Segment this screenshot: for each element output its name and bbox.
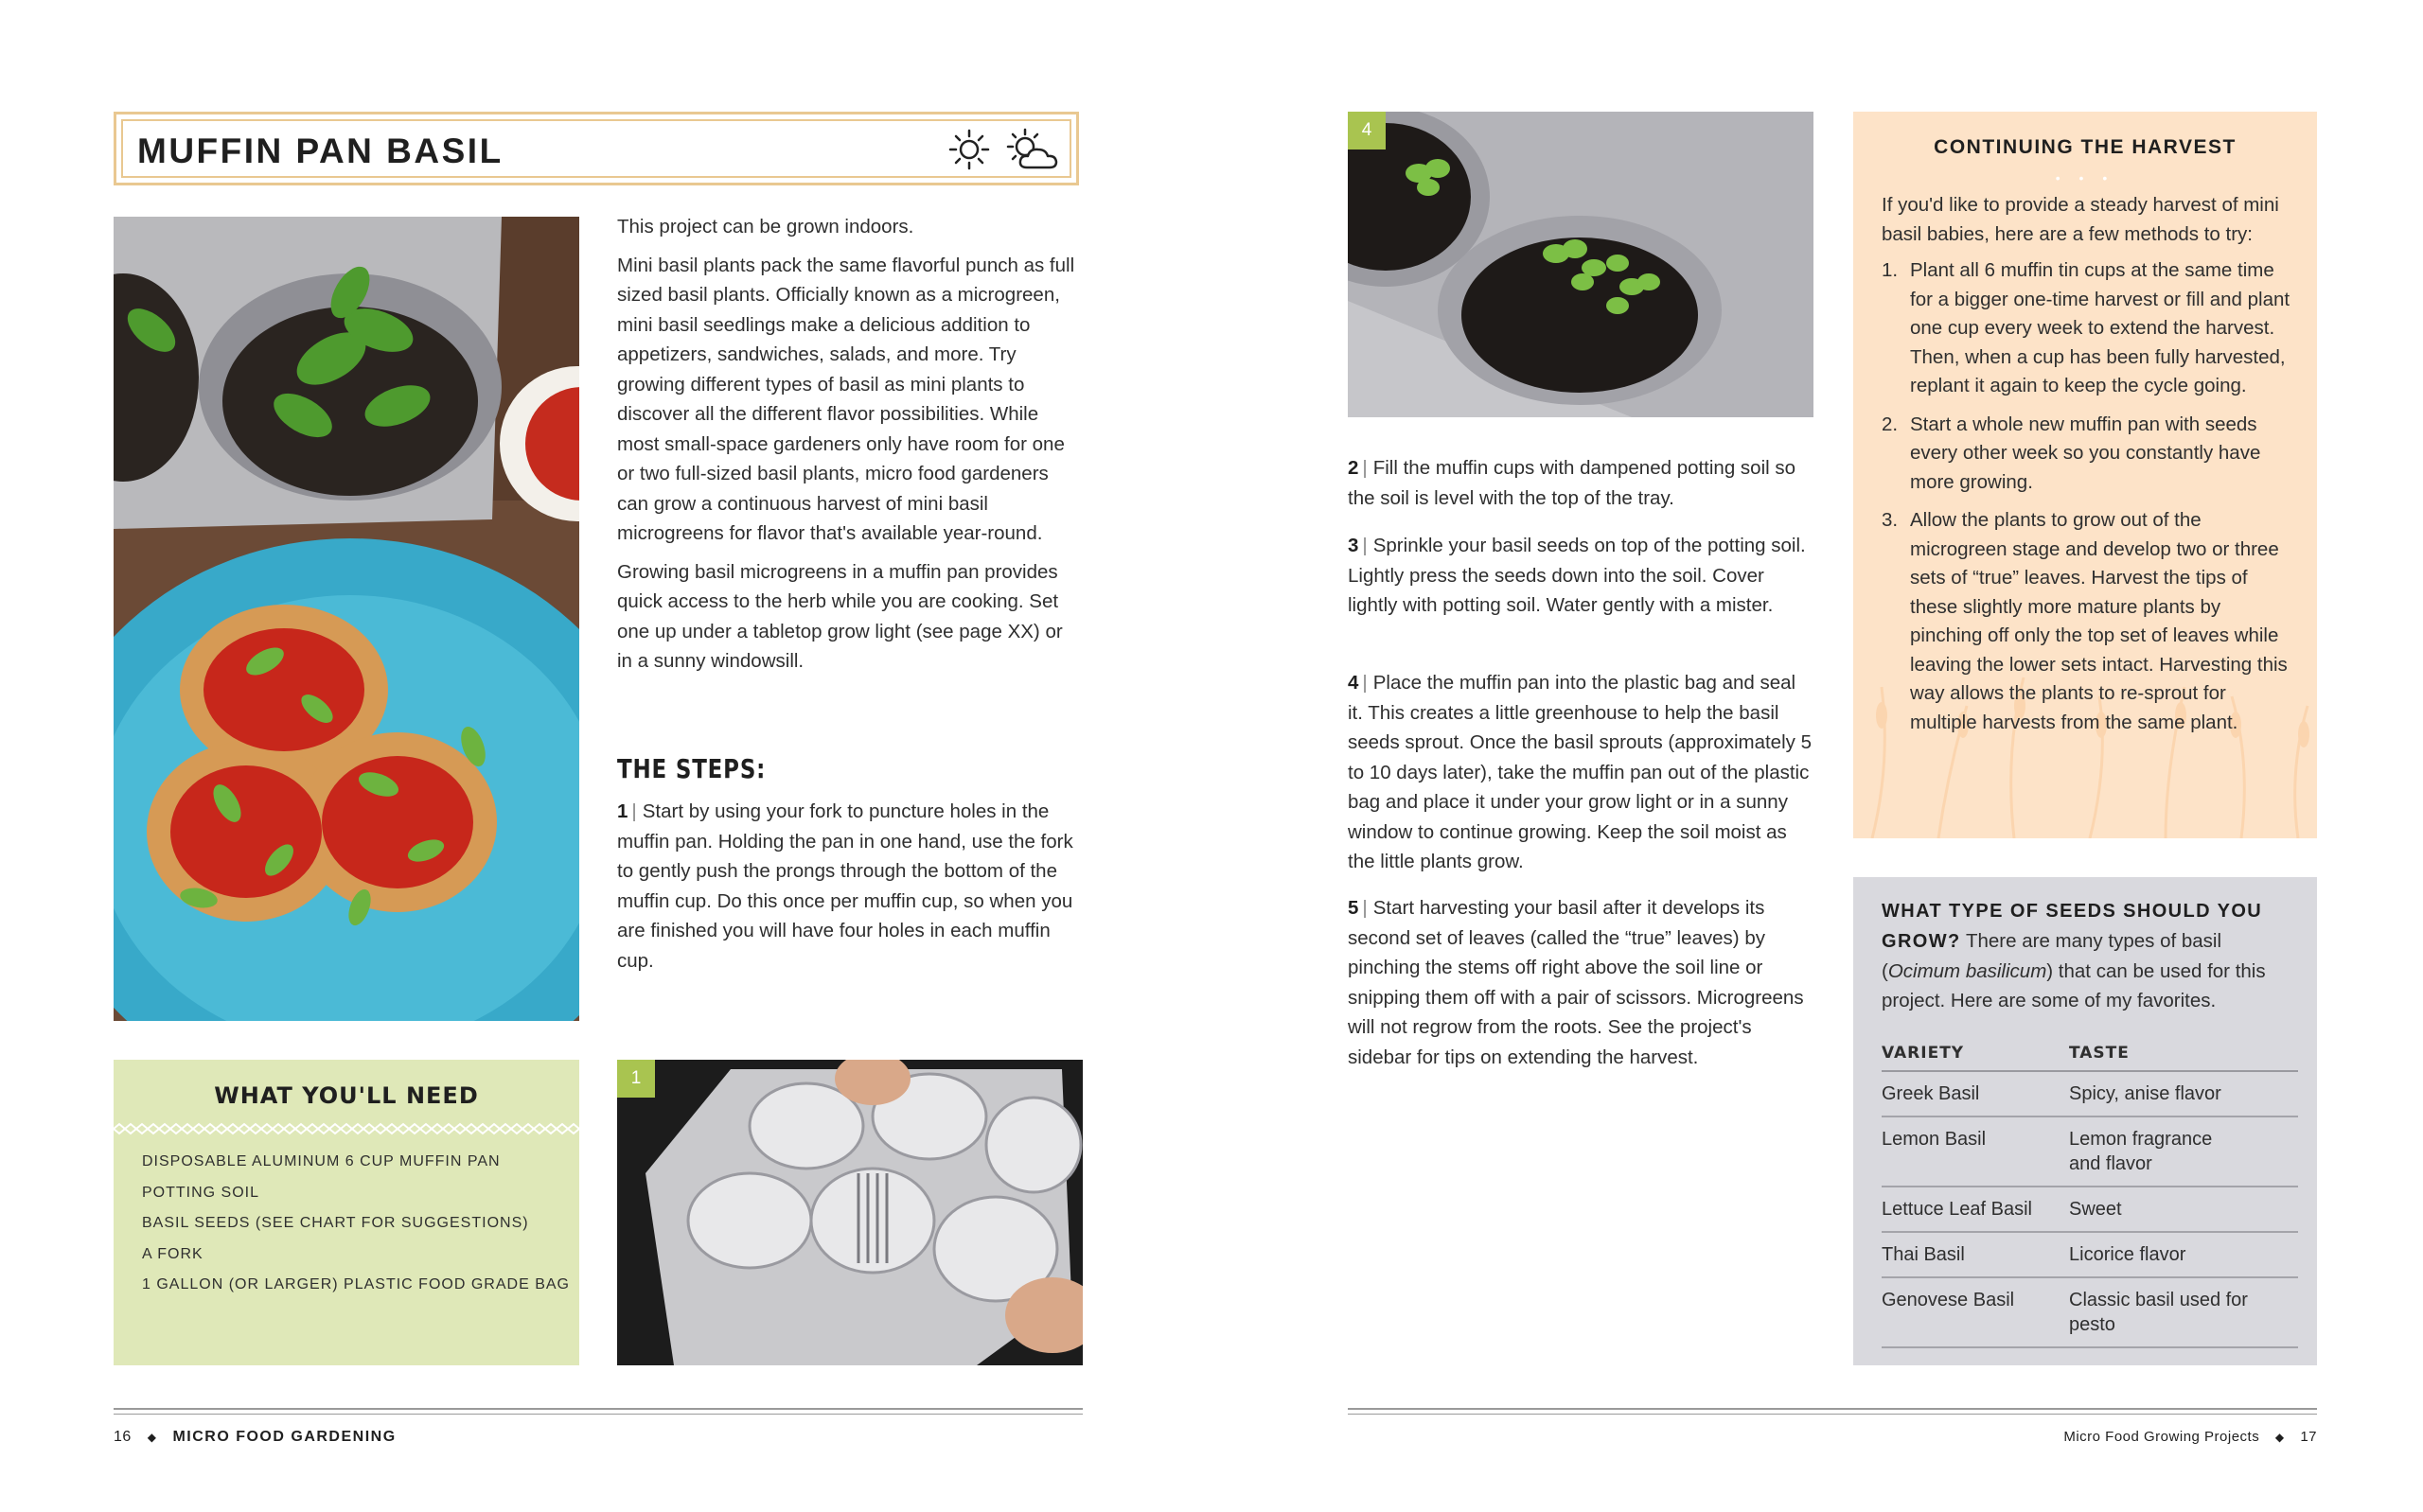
needs-title: WHAT YOU'LL NEED: [214, 1082, 479, 1109]
page-number: 16: [114, 1429, 132, 1445]
step-text: Place the muffin pan into the plastic bag and seal it. This creates a little greenhouse to help the basil seeds sprout. Once the basil sprouts (approximately 5 to 10 days later), take the muffin pan out of the plastic bag and place it under your grow light or in a sunny window to continue growing. Keep the soil moist as the little plants grow.: [1348, 672, 1812, 872]
step-4: 4 | Place the muffin pan into the plastic bag and seal it. This creates a little greenhouse to help the basil seeds sprout. Once the basil sprouts (approximately 5 to 10 days later), take the muffin pan out of the plastic bag and place it under your grow light or in a sunny window to continue growing. Keep the soil moist as the little plants grow.: [1348, 672, 1812, 872]
harvest-intro: If you'd like to provide a steady harvest of mini basil babies, here are a few methods to try:: [1882, 194, 2279, 245]
step-3: 3 | Sprinkle your basil seeds on top of the potting soil. Lightly press the seeds down into the soil. Cover lightly with potting soil. Water gently with a mister.: [1348, 535, 1806, 616]
step-text: Start harvesting your basil after it develops its second set of leaves (called the “true” leaves) by pinching the stems off right above the soil line or snipping them off with a pair of scissors. Microgreens will not regrow from the roots. See the project's sidebar for tips on extending the harvest.: [1348, 897, 1804, 1068]
zigzag-divider: [114, 1122, 579, 1135]
basil-bruschetta-photo: [114, 217, 579, 1021]
step-text: Fill the muffin cups with dampened potting soil so the soil is level with the top of the tray.: [1348, 457, 1796, 509]
seeds-intro: WHAT TYPE OF SEEDS SHOULD YOU GROW? There are many types of basil (Ocimum basilicum) that can be used for this project. Here are some of my favorites.: [1882, 901, 2266, 1011]
growing-condition-icons: [947, 128, 1063, 176]
list-item: BASIL SEEDS (SEE CHART FOR SUGGESTIONS): [142, 1215, 529, 1231]
step-badge: 1: [617, 1060, 655, 1098]
step-5: 5 | Start harvesting your basil after it develops its second set of leaves (called the “true” leaves) by pinching the stems off right above the soil line or snipping them off with a pair of scissors. Microgreens will not regrow from the roots. See the project's sidebar for tips on extending the harvest.: [1348, 897, 1804, 1068]
step-2: 2 | Fill the muffin cups with dampened potting soil so the soil is level with the top of the tray.: [1348, 457, 1796, 509]
partly-cloudy-icon: [1006, 128, 1063, 176]
table-row: Lettuce Leaf Basil Sweet: [1882, 1187, 2298, 1232]
list-item: DISPOSABLE ALUMINUM 6 CUP MUFFIN PAN: [142, 1153, 501, 1169]
step-text: Sprinkle your basil seeds on top of the potting soil. Lightly press the seeds down into the soil. Cover lightly with potting soil. Water gently with a mister.: [1348, 535, 1806, 616]
footer-right: [2063, 1429, 2317, 1445]
diamond-icon: ◆: [147, 1431, 157, 1444]
needs-list: [142, 1147, 570, 1301]
list-item: POTTING SOIL: [142, 1184, 260, 1201]
list-item: 1. Plant all 6 muffin tin cups at the same time for a bigger one-time harvest or fill and plant one cup every week to extend the harvest. Then, when a cup has been fully harvested, replant it again to keep the cycle going.: [1882, 259, 2290, 396]
list-item: 1 GALLON (OR LARGER) PLASTIC FOOD GRADE BAG: [142, 1276, 570, 1292]
step-4-photo: [1348, 112, 1813, 417]
column-header-variety: VARIETY: [1882, 1036, 2069, 1071]
step-number: 3: [1348, 535, 1359, 556]
footer-rule: [1348, 1408, 2317, 1410]
step-text: Start by using your fork to puncture holes in the muffin pan. Holding the pan in one hand, use the fork to gently push the prongs through the bottom of the muffin cup. Do this once per muffin cup, so when you are finished you will have four holes in each muffin cup.: [617, 800, 1073, 972]
step-1-photo: [617, 1060, 1083, 1365]
table-row: Greek Basil Spicy, anise flavor: [1882, 1071, 2298, 1116]
book-title: MICRO FOOD GARDENING: [172, 1429, 397, 1445]
intro-paragraph: Mini basil plants pack the same flavorful punch as full sized basil plants. Officially known as a microgreen, mini basil seedlings make a delicious addition to appetizers, sandwiches, salads, and more. Try growing different types of basil as mini plants to discover all the different flavor possibilities. While most small-space gardeners only have room for one or two full-sized basil plants, micro food gardeners can grow a continuous harvest of mini basil microgreens for flavor that's available year-round.: [617, 254, 1075, 544]
intro-paragraph: This project can be grown indoors.: [617, 216, 914, 237]
harvest-title: CONTINUING THE HARVEST: [1934, 136, 2237, 158]
intro-paragraph: Growing basil microgreens in a muffin pan provides quick access to the herb while you are cooking. Set one up under a tabletop grow light (see page XX) or in a sunny windowsill.: [617, 560, 1063, 672]
section-title: Micro Food Growing Projects: [2063, 1429, 2260, 1445]
seed-types-sidebar: [1853, 877, 2317, 1365]
continuing-harvest-sidebar: [1853, 112, 2317, 838]
step-number: 2: [1348, 457, 1359, 479]
footer-rule: [114, 1414, 1083, 1415]
title-box: [114, 112, 1079, 185]
dots-divider: • • •: [2055, 170, 2115, 185]
latin-name: Ocimum basilicum: [1887, 960, 2047, 982]
seeds-lead: WHAT TYPE OF SEEDS SHOULD YOU GROW?: [1882, 901, 2263, 952]
step-1: 1 | Start by using your fork to puncture holes in the muffin pan. Holding the pan in one hand, use the fork to gently push the prongs through the bottom of the muffin cup. Do this once per muffin cup, so when you are finished you will have four holes in each muffin cup.: [617, 800, 1073, 972]
step-number: 1: [617, 800, 628, 822]
steps-heading: THE STEPS:: [617, 753, 767, 784]
list-item: 2. Start a whole new muffin pan with seeds every other week so you constantly have more growing.: [1882, 413, 2261, 493]
table-row: Lemon Basil Lemon fragrance and flavor: [1882, 1116, 2298, 1187]
list-item: A FORK: [142, 1245, 203, 1262]
table-row: Thai Basil Licorice flavor: [1882, 1232, 2298, 1277]
step-number: 5: [1348, 897, 1359, 919]
list-item: 3. Allow the plants to grow out of the microgreen stage and develop two or three sets of “true” leaves. Harvest the tips of these slightly more mature plants by pinching off only the top set of leaves while leaving the lower sets intact. Harvesting this way allows the plants to re-sprout for multiple harvests from the same plant.: [1882, 509, 2288, 733]
harvest-list: [1882, 256, 2298, 737]
variety-table: [1882, 1036, 2298, 1348]
footer-left: [114, 1429, 397, 1446]
page-number: 17: [2300, 1429, 2317, 1445]
footer-rule: [114, 1408, 1083, 1410]
harvest-body: [1882, 191, 2298, 747]
diamond-icon: ◆: [2274, 1431, 2285, 1444]
intro-text: [617, 212, 1083, 685]
table-row: Genovese Basil Classic basil used for pesto: [1882, 1277, 2298, 1347]
what-youll-need-box: [114, 1060, 579, 1365]
footer-rule: [1348, 1414, 2317, 1415]
page-title: MUFFIN PAN BASIL: [137, 132, 504, 170]
sun-icon: [947, 128, 991, 176]
step-number: 4: [1348, 672, 1359, 694]
column-header-taste: TASTE: [2069, 1036, 2298, 1071]
step-badge: 4: [1348, 112, 1386, 149]
